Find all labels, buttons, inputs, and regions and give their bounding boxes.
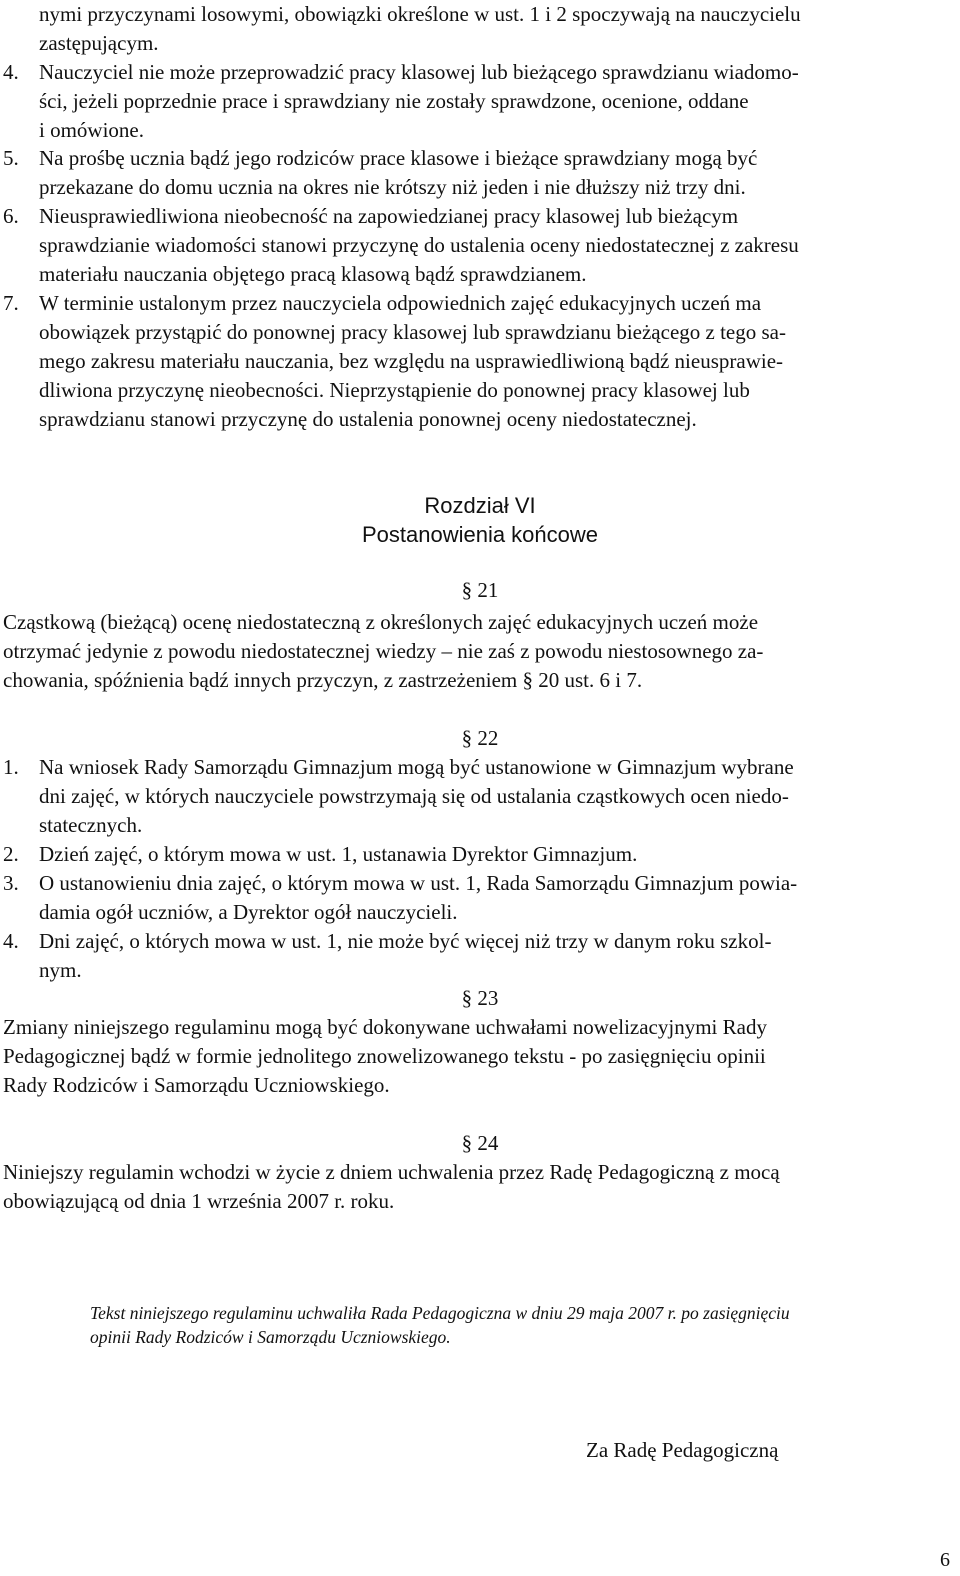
text-line: damia ogół uczniów, a Dyrektor ogół nauczycieli. [39,900,458,924]
text-line: 2. [3,842,19,866]
text-line: O ustanowieniu dnia zajęć, o którym mowa w ust. 1, Rada Samorządu Gimnazjum powia- [39,871,798,895]
text-line: 5. [3,146,19,170]
heading-line: Rozdział VI [424,493,536,518]
text-line: 1. [3,755,19,779]
page-number: 6 [940,1549,950,1571]
text-line: 4. [3,929,19,953]
text-line: Niniejszy regulamin wchodzi w życie z dniem uchwalenia przez Radę Pedagogiczną z mocą [3,1160,780,1184]
text-line: Za Radę Pedagogiczną [586,1438,779,1462]
text-line: nym. [39,958,82,982]
heading-line: § 23 [461,986,499,1010]
heading-line: § 21 [461,578,499,602]
text-line: Zmiany niniejszego regulaminu mogą być dokonywane uchwałami nowelizacyjnymi Rady [3,1015,767,1039]
text-line: otrzymać jedynie z powodu niedostatecznej wiedzy – nie zaś z powodu niestosownego za- [3,639,764,663]
text-line: sprawdzianu stanowi przyczynę do ustalenia ponownej oceny niedostatecznej. [39,407,697,431]
text-line: Na wniosek Rady Samorządu Gimnazjum mogą być ustanowione w Gimnazjum wybrane [39,755,794,779]
text-line: opinii Rady Rodziców i Samorządu Uczniowskiego. [90,1327,451,1347]
text-line: sprawdzianie wiadomości stanowi przyczynę do ustalenia oceny niedostatecznej z zakresu [39,233,799,257]
text-line: materiału nauczania objętego pracą klasową bądź sprawdzianem. [39,262,587,286]
text-line: Na prośbę ucznia bądź jego rodziców prace klasowe i bieżące sprawdziany mogą być [39,146,758,170]
text-line: chowania, spóźnienia bądź innych przyczyn, z zastrzeżeniem § 20 ust. 6 i 7. [3,668,643,692]
text-line: Rady Rodziców i Samorządu Uczniowskiego. [3,1073,390,1097]
text-line: zastępującym. [39,31,159,55]
text-line: statecznych. [39,813,143,837]
text-line: Pedagogicznej bądź w formie jednolitego znowelizowanego tekstu - po zasięgnięciu opinii [3,1044,766,1068]
text-line: dliwiona przyczynę nieobecności. Nieprzystąpienie do ponownej pracy klasowej lub [39,378,750,402]
text-line: Dni zajęć, o których mowa w ust. 1, nie może być więcej niż trzy w danym roku szkol- [39,929,772,953]
text-line: nymi przyczynami losowymi, obowiązki określone w ust. 1 i 2 spoczywają na nauczycielu [39,2,801,26]
text-line: Dzień zajęć, o którym mowa w ust. 1, ustanawia Dyrektor Gimnazjum. [39,842,638,866]
text-line: 4. [3,60,19,84]
text-line: 7. [3,291,19,315]
text-line: 6. [3,204,19,228]
text-line: Nauczyciel nie może przeprowadzić pracy klasowej lub bieżącego sprawdzianu wiadomo- [39,60,799,84]
text-line: dni zajęć, w których nauczyciele powstrzymają się od ustalania cząstkowych ocen niedo- [39,784,789,808]
heading-line: § 24 [461,1131,499,1155]
text-line: mego zakresu materiału nauczania, bez względu na usprawiedliwioną bądź nieusprawie- [39,349,784,373]
text-line: i omówione. [39,118,144,142]
text-line: przekazane do domu ucznia na okres nie krótszy niż jeden i nie dłuższy niż trzy dni. [39,175,746,199]
text-line: W terminie ustalonym przez nauczyciela odpowiednich zajęć edukacyjnych uczeń ma [39,291,762,315]
heading-line: Postanowienia końcowe [361,522,599,547]
text-line: 3. [3,871,19,895]
text-line: Nieusprawiedliwiona nieobecność na zapowiedzianej pracy klasowej lub bieżącym [39,204,739,228]
text-line: ści, jeżeli poprzednie prace i sprawdziany nie zostały sprawdzone, ocenione, oddane [39,89,749,113]
heading-line: § 22 [461,726,499,750]
text-line: obowiązek przystąpić do ponownej pracy klasowej lub sprawdzianu bieżącego z tego sa- [39,320,786,344]
text-line: Cząstkową (bieżącą) ocenę niedostateczną z określonych zajęć edukacyjnych uczeń może [3,610,759,634]
text-line: obowiązującą od dnia 1 września 2007 r. roku. [3,1189,395,1213]
text-line: Tekst niniejszego regulaminu uchwaliła Rada Pedagogiczna w dniu 29 maja 2007 r. po zasięgnięciu [90,1303,790,1323]
